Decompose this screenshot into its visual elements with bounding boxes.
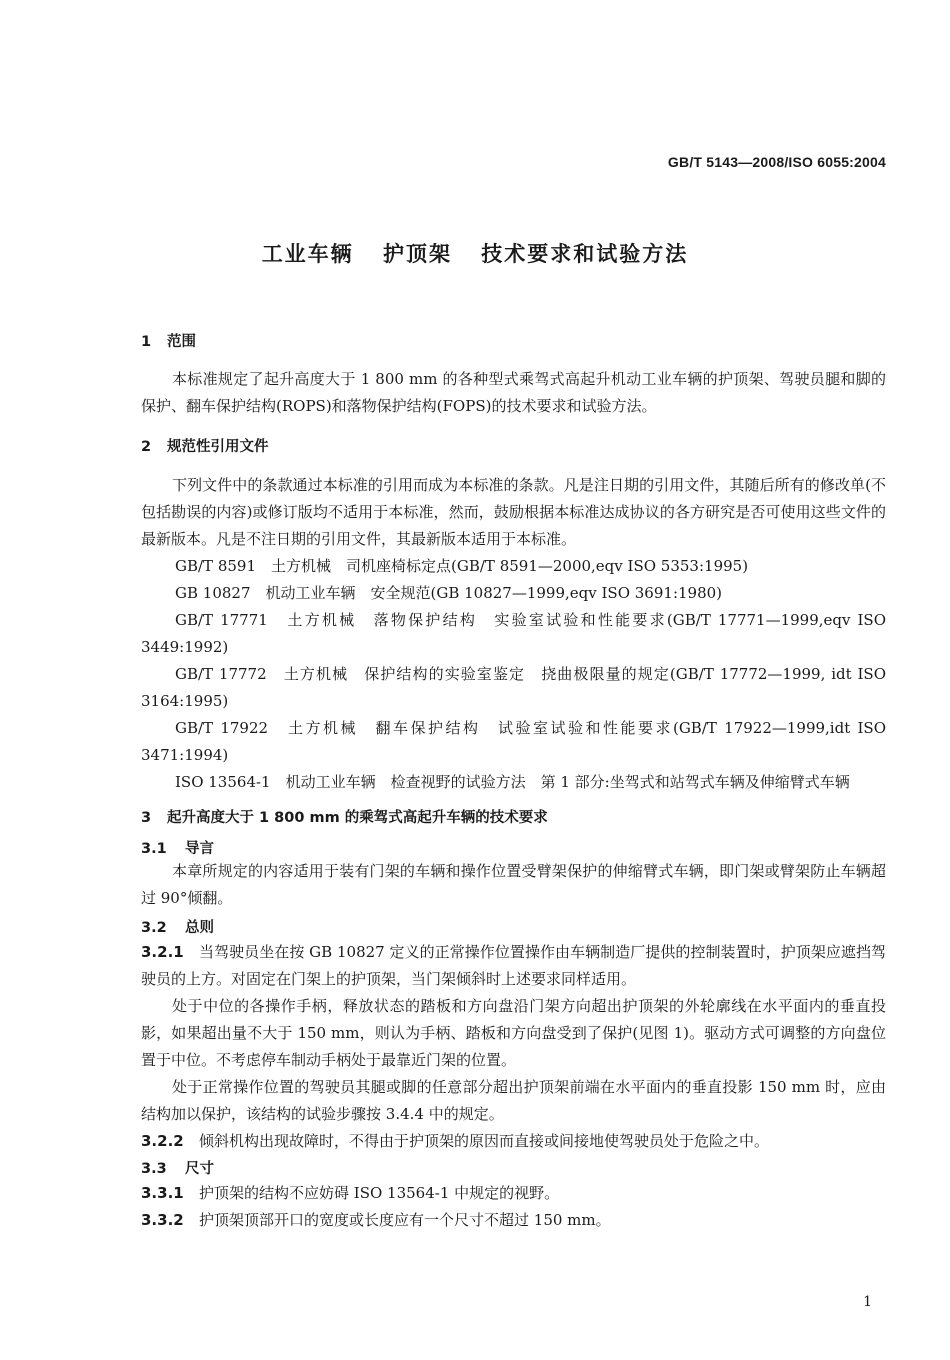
clause-paragraph: 处于正常操作位置的驾驶员其腿或脚的任意部分超出护顶架前端在水平面内的垂直投影 150 mm 时，应由结构加以保护，该结构的试验步骤按 3.4.4 中的规定。 (141, 1078, 886, 1123)
introduction-paragraph: 本章所规定的内容适用于装有门架的车辆和操作位置受臂架保护的伸缩臂式车辆，即门架或臂架防止车辆超过 90°倾翻。 (141, 862, 886, 907)
document-title: 工业车辆 护顶架 技术要求和试验方法 (261, 242, 689, 266)
section-title: 规范性引用文件 (167, 439, 269, 455)
clause-text: 当驾驶员坐在按 GB 10827 定义的正常操作位置操作由车辆制造厂提供的控制装置时，护顶架应遮挡驾驶员的上方。对固定在门架上的护顶架，当门架倾斜时上述要求同样适用。 (141, 943, 886, 988)
clause-3-3-2 (141, 1207, 886, 1234)
section-2-heading (141, 435, 886, 456)
section-number: 1 (141, 334, 152, 350)
reference-item: GB/T 17772 土方机械 保护结构的实验室鉴定 挠曲极限量的规定(GB/T 17772—1999, idt ISO 3164:1995) (141, 665, 886, 710)
reference-item: GB/T 8591 土方机械 司机座椅标定点(GB/T 8591—2000,eqv ISO 5353:1995) (175, 557, 749, 575)
section-title: 范围 (167, 334, 196, 350)
clause-paragraph: 处于中位的各操作手柄，释放状态的踏板和方向盘沿门架方向超出护顶架的外轮廓线在水平面内的垂直投影，如果超出量不大于 150 mm，则认为手柄、踏板和方向盘受到了保护(见图 1)。驱动方式可调整的方向盘位置于中位。不考虑停车制动手柄处于最靠近门架的位置。 (141, 997, 886, 1069)
subsection-number: 3.3 (141, 1161, 167, 1177)
subsection-number: 3.1 (141, 841, 167, 857)
document-body (141, 330, 886, 1234)
clause-3-3-1 (141, 1180, 886, 1207)
subsection-3-3-heading (141, 1157, 886, 1178)
section-title: 起升高度大于 1 800 mm 的乘驾式高起升车辆的技术要求 (167, 810, 548, 826)
clause-text: 倾斜机构出现故障时，不得由于护顶架的原因而直接或间接地使驾驶员处于危险之中。 (199, 1132, 770, 1150)
subsection-3-1-heading (141, 837, 886, 858)
reference-item: ISO 13564-1 机动工业车辆 检查视野的试验方法 第 1 部分:坐驾式和站驾式车辆及伸缩臂式车辆 (175, 773, 850, 791)
section-number: 2 (141, 439, 152, 455)
reference-item: GB/T 17771 土方机械 落物保护结构 实验室试验和性能要求(GB/T 17771—1999,eqv ISO 3449:1992) (141, 611, 886, 656)
normative-references-paragraph: 下列文件中的条款通过本标准的引用而成为本标准的条款。凡是注日期的引用文件，其随后所有的修改单(不包括勘误的内容)或修订版均不适用于本标准，然而，鼓励根据本标准达成协议的各方研究是否可使用这些文件的最新版本。凡是不注日期的引用文件，其最新版本适用于本标准。 (141, 476, 886, 548)
clause-3-2-2 (141, 1128, 886, 1155)
scope-paragraph: 本标准规定了起升高度大于 1 800 mm 的各种型式乘驾式高起升机动工业车辆的护顶架、驾驶员腿和脚的保护、翻车保护结构(ROPS)和落物保护结构(FOPS)的技术要求和试验方法。 (141, 370, 886, 415)
clause-3-2-1 (141, 939, 886, 993)
reference-item: GB/T 17922 土方机械 翻车保护结构 试验室试验和性能要求(GB/T 17922—1999,idt ISO 3471:1994) (141, 719, 886, 764)
subsection-title: 尺寸 (185, 1161, 214, 1177)
clause-text: 护顶架顶部开口的宽度或长度应有一个尺寸不超过 150 mm。 (199, 1211, 611, 1229)
clause-number: 3.2.1 (141, 943, 184, 961)
clause-text: 护顶架的结构不应妨碍 ISO 13564-1 中规定的视野。 (199, 1184, 560, 1202)
section-3-heading (141, 806, 886, 827)
clause-number: 3.3.1 (141, 1184, 184, 1202)
section-number: 3 (141, 810, 152, 826)
section-1-heading (141, 330, 886, 351)
subsection-3-2-heading (141, 916, 886, 937)
clause-number: 3.2.2 (141, 1132, 184, 1150)
reference-item: GB 10827 机动工业车辆 安全规范(GB 10827—1999,eqv ISO 3691:1980) (175, 584, 723, 602)
subsection-number: 3.2 (141, 920, 167, 936)
page-number: 1 (863, 1294, 872, 1310)
clause-number: 3.3.2 (141, 1211, 184, 1229)
subsection-title: 导言 (185, 841, 214, 857)
standard-code: GB/T 5143—2008/ISO 6055:2004 (667, 154, 886, 170)
subsection-title: 总则 (185, 920, 214, 936)
